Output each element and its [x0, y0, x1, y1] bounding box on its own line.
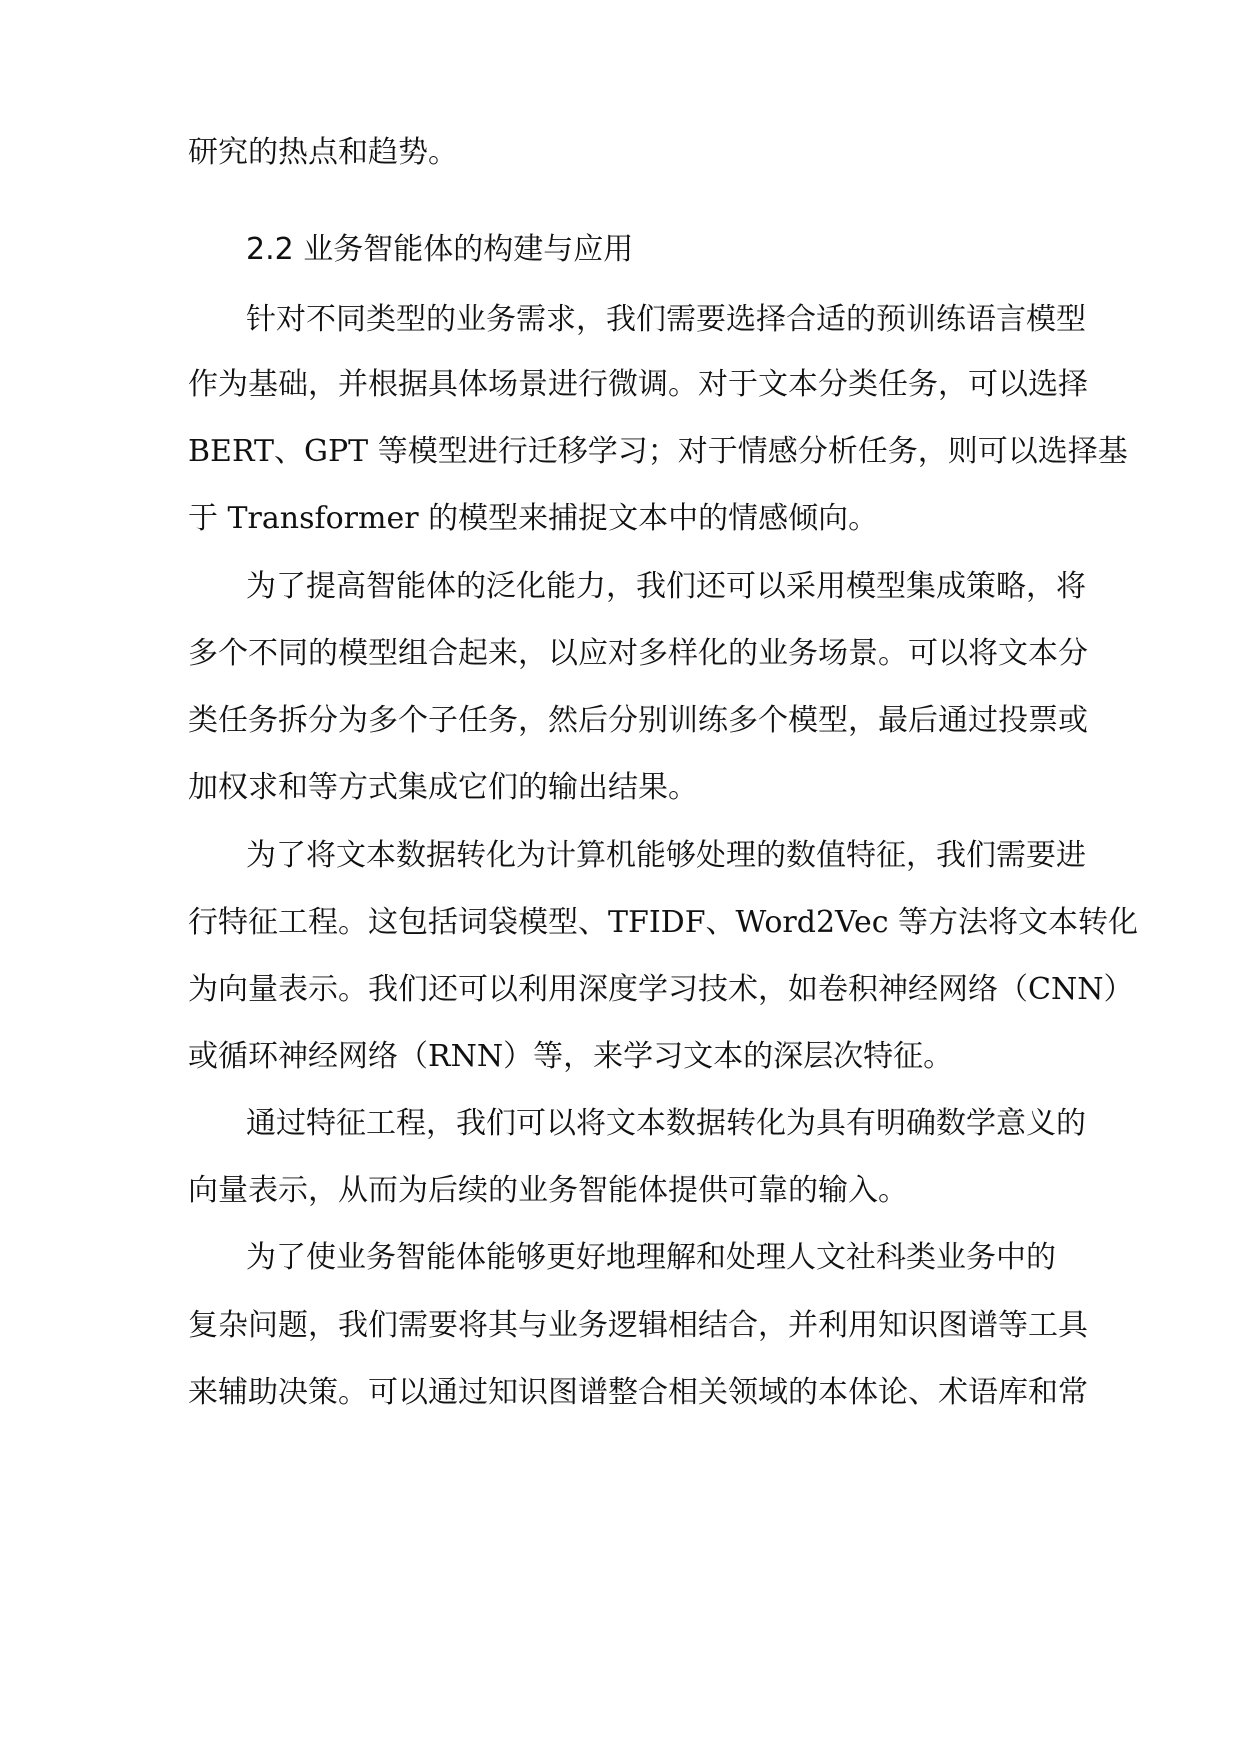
paragraph-4-line-2: 向量表示，从而为后续的业务智能体提供可靠的输入。 — [188, 1173, 908, 1208]
paragraph-5-line-2: 复杂问题，我们需要将其与业务逻辑相结合，并利用知识图谱等工具 — [188, 1308, 1088, 1343]
paragraph-5-line-3: 来辅助决策。可以通过知识图谱整合相关领域的本体论、术语库和常 — [188, 1375, 1088, 1410]
section-heading: 2.2 业务智能体的构建与应用 — [246, 232, 634, 267]
paragraph-continuation-line: 研究的热点和趋势。 — [188, 135, 458, 170]
paragraph-5-line-1: 为了使业务智能体能够更好地理解和处理人文社科类业务中的 — [246, 1240, 1056, 1275]
paragraph-2-line-3: 类任务拆分为多个子任务，然后分别训练多个模型，最后通过投票或 — [188, 703, 1088, 738]
paragraph-1-line-4: 于 Transformer 的模型来捕捉文本中的情感倾向。 — [188, 501, 879, 536]
paragraph-3-line-3: 为向量表示。我们还可以利用深度学习技术，如卷积神经网络（CNN） — [188, 972, 1134, 1007]
paragraph-2-line-2: 多个不同的模型组合起来，以应对多样化的业务场景。可以将文本分 — [188, 636, 1088, 671]
paragraph-2-line-4: 加权求和等方式集成它们的输出结果。 — [188, 770, 698, 805]
paragraph-3-line-4: 或循环神经网络（RNN）等，来学习文本的深层次特征。 — [188, 1039, 954, 1074]
paragraph-4-line-1: 通过特征工程，我们可以将文本数据转化为具有明确数学意义的 — [246, 1106, 1086, 1141]
paragraph-3-line-1: 为了将文本数据转化为计算机能够处理的数值特征，我们需要进 — [246, 838, 1086, 873]
paragraph-1-line-3: BERT、GPT 等模型进行迁移学习；对于情感分析任务，则可以选择基 — [188, 434, 1128, 469]
paragraph-2-line-1: 为了提高智能体的泛化能力，我们还可以采用模型集成策略，将 — [246, 569, 1086, 604]
paragraph-3-line-2: 行特征工程。这包括词袋模型、TFIDF、Word2Vec 等方法将文本转化 — [188, 905, 1139, 940]
paragraph-1-line-2: 作为基础，并根据具体场景进行微调。对于文本分类任务，可以选择 — [188, 367, 1088, 402]
paragraph-1-line-1: 针对不同类型的业务需求，我们需要选择合适的预训练语言模型 — [246, 302, 1086, 337]
